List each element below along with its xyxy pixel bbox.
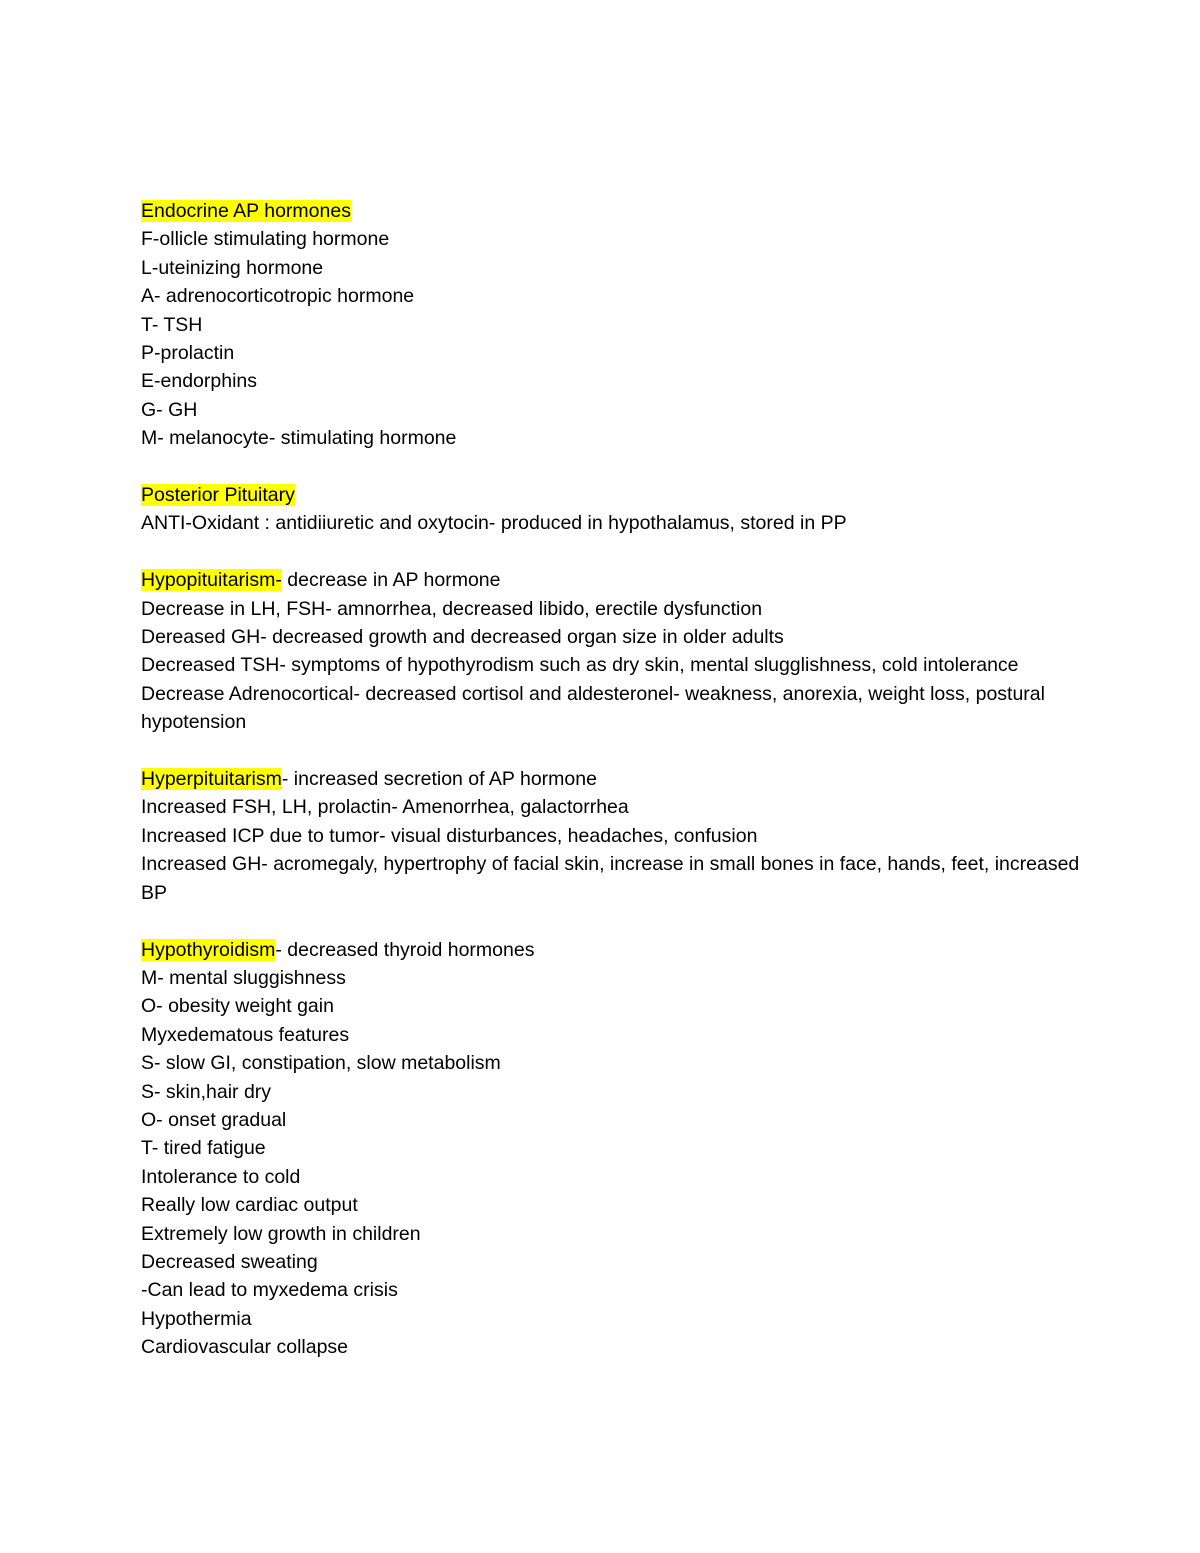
highlighted-heading: Hypothyroidism (141, 938, 276, 961)
list-item: S- slow GI, constipation, slow metabolism (141, 1052, 501, 1075)
list-item: T- TSH (141, 313, 203, 336)
heading-suffix: decrease in AP hormone (281, 569, 501, 592)
list-item: G- GH (141, 398, 198, 421)
list-item: Decreased sweating (141, 1250, 318, 1273)
heading-suffix: - decreased thyroid hormones (275, 938, 535, 961)
list-item: Increased GH- acromegaly, hypertrophy of facial skin, increase in small bones in face, hands, feet, increased BP (141, 853, 1080, 904)
list-item: P-prolactin (141, 342, 235, 365)
list-item: Decrease Adrenocortical- decreased cortisol and aldesteronel- weakness, anorexia, weight loss, postural hypotension (141, 682, 1045, 734)
list-item: E-endorphins (141, 370, 257, 393)
paragraph-spacer (141, 453, 1081, 481)
section-heading (141, 765, 1081, 793)
list-item: Decreased TSH- symptoms of hypothyrodism such as dry skin, mental slugglishness, cold intolerance (141, 654, 1019, 677)
list-item: Decrease in LH, FSH- amnorrhea, decreased libido, erectile dysfunction (141, 597, 763, 620)
section-hypopituitarism (141, 566, 1081, 736)
list-item: Cardiovascular collapse (141, 1336, 349, 1359)
list-item: Myxedematous features (141, 1023, 350, 1046)
document-page (141, 197, 1081, 1362)
list-item: Dereased GH- decreased growth and decreased organ size in older adults (141, 626, 784, 649)
list-item: F-ollicle stimulating hormone (141, 228, 390, 251)
list-item: Increased FSH, LH, prolactin- Amenorrhea, galactorrhea (141, 796, 629, 819)
highlighted-heading: Hypopituitarism- (141, 569, 282, 592)
list-item: Extremely low growth in children (141, 1222, 421, 1245)
list-item: -Can lead to myxedema crisis (141, 1279, 398, 1302)
list-item: Really low cardiac output (141, 1194, 358, 1217)
list-item: T- tired fatigue (141, 1137, 266, 1160)
list-item: M- mental sluggishness (141, 966, 346, 989)
section-heading (141, 481, 1081, 509)
paragraph-spacer (141, 737, 1081, 765)
list-item: Intolerance to cold (141, 1165, 301, 1188)
section-endocrine-ap-hormones (141, 197, 1081, 453)
section-hyperpituitarism (141, 765, 1081, 907)
list-item: O- onset gradual (141, 1108, 287, 1131)
list-item: Hypothermia (141, 1307, 252, 1330)
section-hypothyroidism (141, 936, 1081, 1362)
heading-suffix: - increased secretion of AP hormone (281, 768, 597, 791)
list-item: L-uteinizing hormone (141, 256, 324, 279)
paragraph-spacer (141, 538, 1081, 566)
list-item: A- adrenocorticotropic hormone (141, 285, 415, 308)
list-item: ANTI-Oxidant : antidiiuretic and oxytocin- produced in hypothalamus, stored in PP (141, 512, 847, 535)
paragraph-spacer (141, 907, 1081, 935)
list-item: Increased ICP due to tumor- visual disturbances, headaches, confusion (141, 824, 758, 847)
section-heading (141, 566, 1081, 594)
highlighted-heading: Endocrine AP hormones (141, 200, 351, 222)
section-heading (141, 197, 1081, 225)
list-item: O- obesity weight gain (141, 995, 334, 1018)
list-item: S- skin,hair dry (141, 1080, 272, 1103)
highlighted-heading: Hyperpituitarism (141, 768, 282, 791)
highlighted-heading: Posterior Pituitary (141, 484, 295, 507)
list-item: M- melanocyte- stimulating hormone (141, 427, 457, 450)
section-posterior-pituitary (141, 481, 1081, 538)
section-heading (141, 936, 1081, 964)
